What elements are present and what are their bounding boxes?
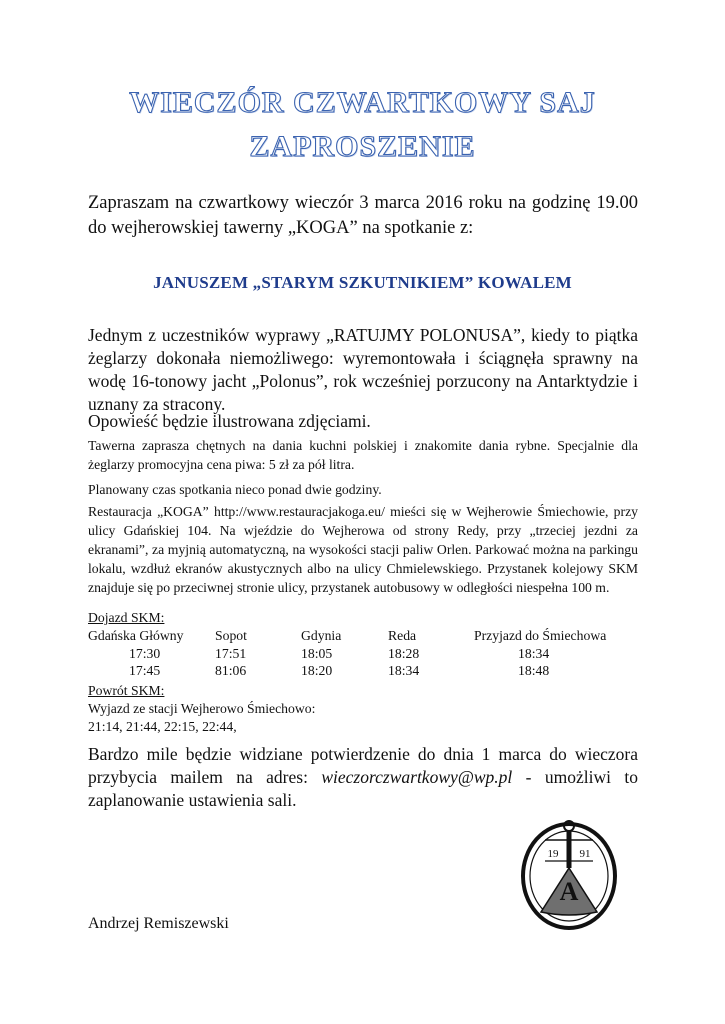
- skm-column-header: Przyjazd do Śmiechowa: [474, 628, 607, 643]
- illustrated-note: Opowieść będzie ilustrowana zdjęciami.: [88, 411, 371, 431]
- food-paragraph: Tawerna zaprasza chętnych na dania kuchni polskiej i znakomite dania rybne. Specjalnie dla żeglarzy promocyjna cena piwa: 5 zł za pół litra.: [88, 438, 638, 472]
- skm-cell: 18:34: [388, 663, 420, 678]
- skm-column-header: Gdańska Główny: [88, 628, 184, 643]
- guest-name: JANUSZEM „STARYM SZKUTNIKIEM” KOWALEM: [153, 273, 572, 292]
- duration-paragraph: Planowany czas spotkania nieco ponad dwie godziny.: [88, 482, 382, 497]
- return-heading: Powrót SKM:: [88, 683, 165, 698]
- return-line-1: Wyjazd ze stacji Wejherowo Śmiechowo:: [88, 701, 316, 716]
- skm-cell: 18:20: [301, 663, 333, 678]
- skm-cell: 17:51: [215, 646, 247, 661]
- logo-year-left: 19: [547, 848, 559, 860]
- confirmation-paragraph: [88, 743, 638, 812]
- skm-cell: 18:34: [518, 646, 550, 661]
- skm-column-header: Reda: [388, 628, 417, 643]
- skm-cell: 81:06: [215, 663, 247, 678]
- title-line-1: WIECZÓR CZWARTKOWY SAJ: [129, 86, 596, 119]
- intro-paragraph: Zapraszam na czwartkowy wieczór 3 marca 2016 roku na godzinę 19.00 do wejherowskiej tawerny „KOGA” na spotkanie z:: [88, 193, 638, 238]
- skm-cell: 18:48: [518, 663, 550, 678]
- return-times: 21:14, 21:44, 22:15, 22:44,: [88, 719, 237, 734]
- confirmation-text: Bardzo mile będzie widziane potwierdzenie do dnia 1 marca do wieczora przybycia mailem na adres:: [88, 744, 638, 787]
- anchor-logo: [519, 814, 619, 932]
- skm-heading: Dojazd SKM:: [88, 610, 165, 625]
- title-line-2: ZAPROSZENIE: [249, 130, 476, 163]
- signature: Andrzej Remiszewski: [88, 915, 229, 932]
- logo-anchor-shank: [567, 830, 572, 868]
- logo-letter: A: [559, 877, 579, 906]
- skm-column-header: Sopot: [215, 628, 247, 643]
- logo-year-right: 91: [579, 848, 591, 860]
- skm-cell: 18:05: [301, 646, 333, 661]
- location-paragraph: Restauracja „KOGA” http://www.restauracjakoga.eu/ mieści się w Wejherowie Śmiechowie, przy ulicy Gdańskiej 104. Na wjeździe do Wejherowa od strony Redy, przy „trzeciej jezdni za ekranami”, za myjnią automatyczną, na wysokości stacji paliw Orlen. Parkować można na parkingu lokalu, wzdłuż ekranów akustycznych albo na ulicy Chmielewskiego. Przystanek kolejowy SKM znajduje się po przeciwnej stronie ulicy, przystanek autobusowy w odległości niespełna 100 m.: [88, 504, 638, 595]
- skm-cell: 17:45: [129, 663, 161, 678]
- skm-column-header: Gdynia: [301, 628, 342, 643]
- skm-cell: 17:30: [129, 646, 161, 661]
- confirmation-text-end: - umożliwi to zaplanowanie ustawienia sali.: [88, 767, 638, 810]
- skm-cell: 18:28: [388, 646, 420, 661]
- description-paragraph: Jednym z uczestników wyprawy „RATUJMY POLONUSA”, kiedy to piątka żeglarzy dokonała niemożliwego: wyremontowała i ściągnęła sprawny na wodę 16-tonowy jacht „Polonus”, rok wcześniej porzucony na Antarktydzie i uznany za stracony.: [88, 325, 638, 414]
- email-address[interactable]: wieczorczwartkowy@wp.pl: [321, 767, 513, 787]
